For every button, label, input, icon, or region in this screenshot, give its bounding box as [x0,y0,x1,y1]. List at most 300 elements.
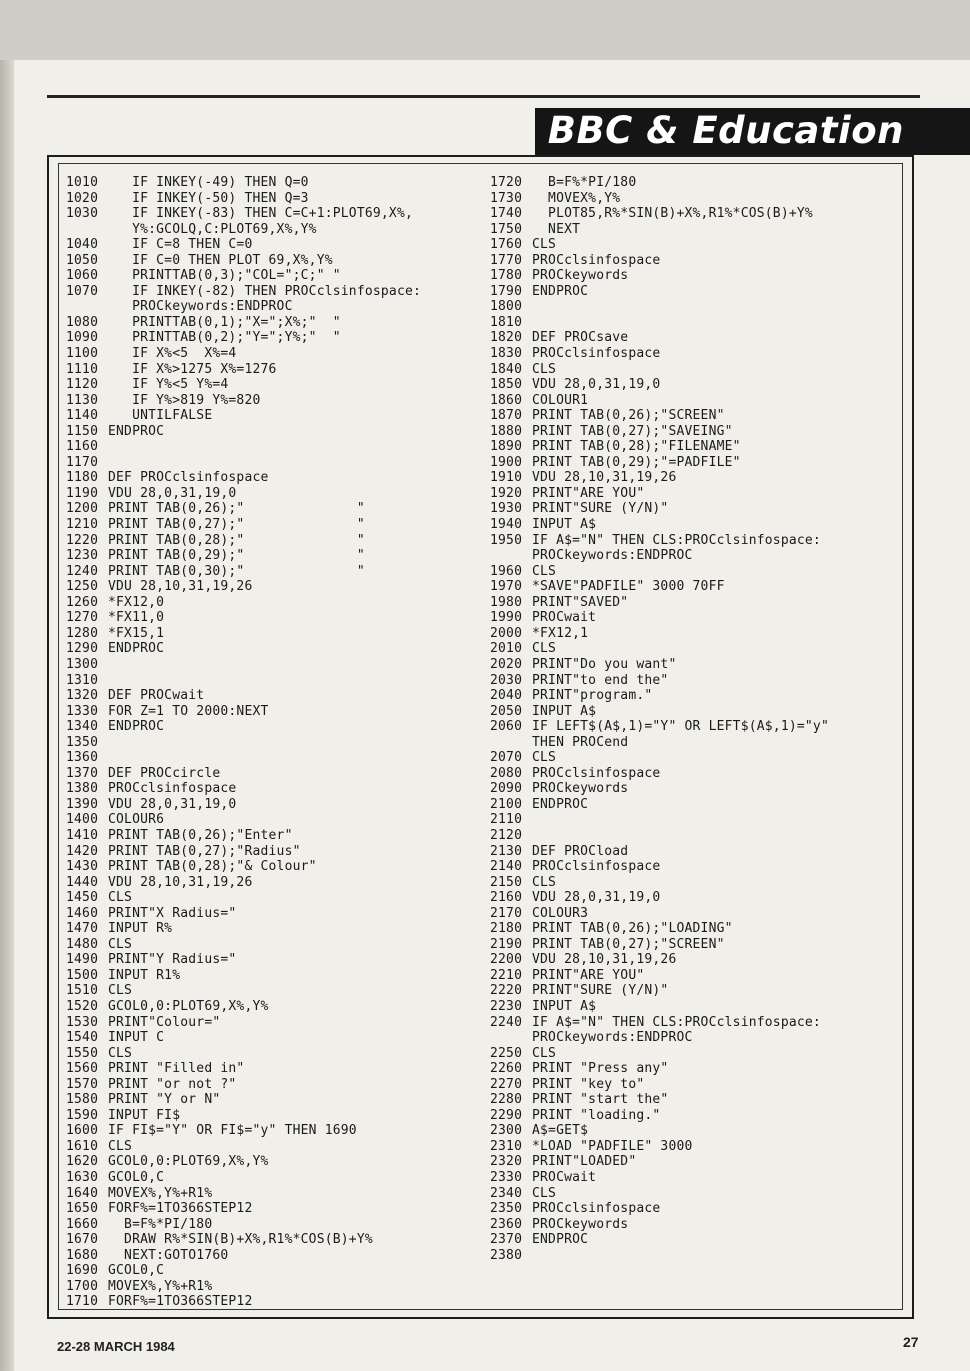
line-number: 2260 [490,1061,523,1077]
code-text: INPUT FI$ [108,1107,181,1123]
line-number: 1460 [66,905,99,921]
line-number: 1850 [490,377,523,393]
code-line [66,641,421,657]
code-text: PRINT TAB(0,27);"SCREEN" [532,936,725,952]
line-number: 1690 [66,1263,99,1279]
line-number: 1160 [66,439,99,455]
code-text: CLS [532,750,557,766]
code-line [66,470,421,486]
code-text: ENDPROC [108,641,165,657]
line-number: 1510 [66,983,99,999]
line-number: 1560 [66,1061,99,1077]
code-text: PRINT TAB(0,30);" " [108,563,365,579]
code-text: COLOUR6 [108,812,165,828]
code-text: PRINT TAB(0,27);" " [108,517,365,533]
code-line [66,533,421,549]
line-number: 1250 [66,579,99,595]
code-text: PRINT TAB(0,26);"Enter" [108,827,293,843]
line-number: 2170 [490,905,523,921]
code-text: PROCkeywords [532,268,629,284]
code-line [490,408,829,424]
code-text: PRINT"Colour=" [108,1014,221,1030]
line-number: 2040 [490,688,523,704]
line-number: 1120 [66,377,99,393]
line-number: 1260 [66,594,99,610]
code-line [490,1201,829,1217]
code-line [490,610,829,626]
line-number: 1980 [490,594,523,610]
line-number: 2190 [490,936,523,952]
line-number: 2060 [490,719,523,735]
code-line [490,548,829,564]
line-number: 1380 [66,781,99,797]
code-line [66,1139,421,1155]
code-text: PRINT TAB(0,26);" " [108,501,365,517]
code-line [490,595,829,611]
line-number: 2270 [490,1076,523,1092]
line-number: 2350 [490,1201,523,1217]
code-line [490,1108,829,1124]
code-line [66,548,421,564]
code-text: PRINT"ARE YOU" [532,485,645,501]
line-number: 1280 [66,625,99,641]
line-number: 1600 [66,1123,99,1139]
line-number: 2130 [490,843,523,859]
code-line [66,937,421,953]
line-number: 1550 [66,1045,99,1061]
code-line [490,1046,829,1062]
code-line [66,844,421,860]
code-line [66,346,421,362]
code-text: PRINT "Y or N" [108,1092,221,1108]
code-line [66,1186,421,1202]
code-line [66,781,421,797]
code-line [66,237,421,253]
code-line [490,237,829,253]
code-line [490,393,829,409]
code-line [66,315,421,331]
code-text: COLOUR1 [532,392,589,408]
line-number: 2210 [490,967,523,983]
code-text: PRINT"X Radius=" [108,905,237,921]
line-number: 1790 [490,283,523,299]
code-text: CLS [108,1045,133,1061]
line-number: 2110 [490,812,523,828]
code-text: PRINT"LOADED" [532,1154,637,1170]
code-line [490,564,829,580]
line-number: 1450 [66,890,99,906]
code-text: DEF PROCload [532,843,629,859]
line-number: 1360 [66,750,99,766]
code-text: VDU 28,10,31,19,26 [532,470,677,486]
line-number: 1150 [66,423,99,439]
code-text: PROCclsinfospace [108,781,237,797]
line-number: 1050 [66,252,99,268]
code-text: PRINTTAB(0,1);"X=";X%;" " [108,314,341,330]
code-line [490,626,829,642]
code-text: CLS [532,641,557,657]
code-line [66,1030,421,1046]
code-text: PROCclsinfospace [532,859,661,875]
code-line [490,191,829,207]
code-text: PROCclsinfospace [532,346,661,362]
line-number: 1130 [66,392,99,408]
code-line [490,533,829,549]
line-number: 1240 [66,563,99,579]
code-text: CLS [532,1185,557,1201]
code-line [66,890,421,906]
code-line [66,766,421,782]
line-number: 1220 [66,532,99,548]
code-text: VDU 28,10,31,19,26 [108,579,253,595]
code-line [490,362,829,378]
code-text: VDU 28,10,31,19,26 [108,874,253,890]
code-line [66,983,421,999]
code-text: IF INKEY(-82) THEN PROCclsinfospace: [108,283,422,299]
code-line [66,952,421,968]
code-text: INPUT R% [108,921,173,937]
line-number: 2000 [490,625,523,641]
line-number: 1590 [66,1107,99,1123]
code-line [490,284,829,300]
line-number: 1090 [66,330,99,346]
line-number: 2120 [490,827,523,843]
line-number: 1430 [66,859,99,875]
line-number: 2080 [490,765,523,781]
line-number: 1880 [490,423,523,439]
line-number: 2320 [490,1154,523,1170]
code-line [66,875,421,891]
code-text: PRINT TAB(0,26);"SCREEN" [532,408,725,424]
code-text: PROCwait [532,1170,597,1185]
code-text: IF INKEY(-49) THEN Q=0 [108,175,309,190]
code-line [490,299,829,315]
code-text: Y%:GCOLQ,C:PLOT69,X%,Y% [108,221,317,237]
code-text: DEF PROCwait [108,688,205,704]
code-text: THEN PROCend [532,734,629,750]
line-number: 1210 [66,517,99,533]
line-number: 2310 [490,1138,523,1154]
code-line [66,1015,421,1031]
code-line [490,1186,829,1202]
code-line [66,206,421,222]
code-line [66,921,421,937]
code-line [66,1046,421,1062]
code-line [490,812,829,828]
line-number: 1110 [66,361,99,377]
code-line [490,688,829,704]
code-text: PROCclsinfospace [532,765,661,781]
page-gutter [0,60,14,1371]
code-line [490,1092,829,1108]
code-line [66,175,421,191]
line-number: 1710 [66,1294,99,1310]
code-line [66,517,421,533]
code-text: GCOL0,0:PLOT69,X%,Y% [108,1154,269,1170]
line-number: 1320 [66,688,99,704]
code-text: PRINT TAB(0,27);"Radius" [108,843,301,859]
code-text: IF X%<5 X%=4 [108,346,237,362]
line-number: 1540 [66,1030,99,1046]
line-number: 1300 [66,656,99,672]
code-line [66,595,421,611]
code-line [66,191,421,207]
line-number: 2380 [490,1247,523,1263]
code-line [66,377,421,393]
code-line [490,470,829,486]
line-number: 1040 [66,237,99,253]
line-number: 1670 [66,1232,99,1248]
code-line [66,564,421,580]
code-line [490,579,829,595]
line-number: 1990 [490,610,523,626]
line-number: 1140 [66,408,99,424]
line-number: 1190 [66,485,99,501]
line-number: 1390 [66,796,99,812]
code-line [66,750,421,766]
code-text: *LOAD "PADFILE" 3000 [532,1138,693,1154]
listing-column-right [490,175,829,1263]
code-line [490,937,829,953]
line-number: 2150 [490,874,523,890]
code-line [66,1154,421,1170]
code-text: CLS [532,1045,557,1061]
code-line [490,859,829,875]
code-text: INPUT A$ [532,517,597,533]
line-number: 1370 [66,765,99,781]
code-line [66,1077,421,1093]
code-text: PRINT"Do you want" [532,656,677,672]
code-line [66,1201,421,1217]
code-text: IF Y%>819 Y%=820 [108,392,261,408]
code-text: ENDPROC [108,719,165,735]
line-number: 2070 [490,750,523,766]
code-line [66,408,421,424]
code-text: PRINT "Filled in" [108,1061,245,1077]
code-line [66,1092,421,1108]
code-line [490,657,829,673]
section-title: BBC & Education [547,109,904,152]
code-line [490,1077,829,1093]
code-line [66,1263,421,1279]
line-number: 1720 [490,175,523,190]
line-number: 1580 [66,1092,99,1108]
code-text: ENDPROC [108,423,165,439]
code-line [66,362,421,378]
code-text: CLS [532,361,557,377]
line-number: 1840 [490,361,523,377]
line-number: 1830 [490,346,523,362]
code-line [490,875,829,891]
code-text: ENDPROC [532,1232,589,1248]
line-number: 2340 [490,1185,523,1201]
line-number: 1570 [66,1076,99,1092]
line-number: 1490 [66,952,99,968]
line-number: 2290 [490,1107,523,1123]
code-text: CLS [532,563,557,579]
code-text: VDU 28,0,31,19,0 [532,377,661,393]
code-text: INPUT A$ [532,998,597,1014]
code-text: IF C=8 THEN C=0 [108,237,253,253]
code-text: PRINT "or not ?" [108,1076,237,1092]
line-number: 2100 [490,796,523,812]
line-number: 1470 [66,921,99,937]
line-number: 1400 [66,812,99,828]
code-text: PROCkeywords:ENDPROC [532,548,693,564]
code-line [490,268,829,284]
code-text: FORF%=1TO366STEP12 [108,1294,253,1310]
line-number: 2050 [490,703,523,719]
line-number: 1700 [66,1278,99,1294]
code-text: ENDPROC [532,283,589,299]
code-line [66,610,421,626]
code-text: IF A$="N" THEN CLS:PROCclsinfospace: [532,532,821,548]
code-text: PRINTTAB(0,3);"COL=";C;" " [108,268,341,284]
code-text: GCOL0,C [108,1263,165,1279]
code-text: B=F%*PI/180 [108,1216,213,1232]
line-number: 2180 [490,921,523,937]
line-number: 2360 [490,1216,523,1232]
code-text: *FX11,0 [108,610,165,626]
code-text: PRINT"SURE (Y/N)" [532,501,669,517]
line-number: 1950 [490,532,523,548]
code-line [490,673,829,689]
code-text: MOVEX%,Y%+R1% [108,1278,213,1294]
line-number: 1780 [490,268,523,284]
code-text: DEF PROCcircle [108,765,221,781]
code-text: PRINT "loading." [532,1107,661,1123]
code-text: PROCwait [532,610,597,626]
code-line [490,641,829,657]
line-number: 2200 [490,952,523,968]
code-text: PROCkeywords [532,781,629,797]
line-number: 2240 [490,1014,523,1030]
code-line [490,1217,829,1233]
code-text: CLS [108,1138,133,1154]
code-line [66,657,421,673]
code-text: IF INKEY(-83) THEN C=C+1:PLOT69,X%, [108,206,414,222]
line-number: 1180 [66,470,99,486]
code-text: INPUT R1% [108,967,181,983]
line-number: 1270 [66,610,99,626]
code-line [490,968,829,984]
line-number: 1480 [66,936,99,952]
line-number: 1200 [66,501,99,517]
line-number: 1940 [490,517,523,533]
line-number: 2370 [490,1232,523,1248]
code-text: FORF%=1TO366STEP12 [108,1201,253,1217]
line-number: 1520 [66,998,99,1014]
code-text: CLS [108,890,133,906]
code-line [490,906,829,922]
code-line [66,735,421,751]
code-line [490,222,829,238]
code-text: PRINT"ARE YOU" [532,967,645,983]
code-line [490,377,829,393]
code-line [66,579,421,595]
code-text: MOVEX%,Y%+R1% [108,1185,213,1201]
line-number: 1680 [66,1247,99,1263]
line-number: 1900 [490,454,523,470]
code-text: DRAW R%*SIN(B)+X%,R1%*COS(B)+Y% [108,1232,373,1248]
code-line [490,1061,829,1077]
code-text: CLS [108,983,133,999]
code-line [490,983,829,999]
line-number: 2160 [490,890,523,906]
code-line [66,299,421,315]
line-number: 1530 [66,1014,99,1030]
line-number: 1290 [66,641,99,657]
code-line [66,828,421,844]
code-text: PRINT TAB(0,28);"& Colour" [108,859,317,875]
code-text: PROCclsinfospace [532,252,661,268]
line-number: 2010 [490,641,523,657]
line-number: 1960 [490,563,523,579]
line-number: 2330 [490,1170,523,1185]
code-line [66,906,421,922]
code-text: IF X%>1275 X%=1276 [108,361,277,377]
code-line [490,750,829,766]
code-text: MOVEX%,Y% [532,190,621,206]
code-line [490,781,829,797]
code-line [490,346,829,362]
code-line [66,812,421,828]
code-text: COLOUR3 [532,905,589,921]
code-line [66,688,421,704]
code-line [490,455,829,471]
code-text: IF FI$="Y" OR FI$="y" THEN 1690 [108,1123,357,1139]
code-line [490,1154,829,1170]
line-number: 1820 [490,330,523,346]
line-number: 1420 [66,843,99,859]
code-text: PLOT85,R%*SIN(B)+X%,R1%*COS(B)+Y% [532,206,813,222]
code-line [66,797,421,813]
code-line [490,517,829,533]
code-line [490,999,829,1015]
line-number: 1870 [490,408,523,424]
code-line [490,1030,829,1046]
line-number: 1930 [490,501,523,517]
code-line [66,424,421,440]
code-text: PROCkeywords [532,1216,629,1232]
code-line [490,719,829,735]
code-line [490,330,829,346]
code-text: CLS [532,874,557,890]
code-text: *FX12,1 [532,625,589,641]
code-text: DEF PROCsave [532,330,629,346]
code-text: PROCkeywords:ENDPROC [108,299,293,315]
code-line [66,1217,421,1233]
code-text: IF INKEY(-50) THEN Q=3 [108,190,309,206]
code-text: INPUT A$ [532,703,597,719]
line-number: 1620 [66,1154,99,1170]
line-number: 1740 [490,206,523,222]
line-number: 1500 [66,967,99,983]
code-text: PROCkeywords:ENDPROC [532,1030,693,1046]
code-text: INPUT C [108,1030,165,1046]
code-text: PRINT TAB(0,27);"SAVEING" [532,423,733,439]
line-number: 2020 [490,656,523,672]
code-text: IF Y%<5 Y%=4 [108,377,229,393]
line-number: 2030 [490,672,523,688]
line-number: 1010 [66,175,99,190]
code-text: UNTILFALSE [108,408,213,424]
code-text: PRINT"to end the" [532,672,669,688]
line-number: 1890 [490,439,523,455]
code-text: *SAVE"PADFILE" 3000 70FF [532,579,725,595]
line-number: 2140 [490,859,523,875]
code-line [490,253,829,269]
